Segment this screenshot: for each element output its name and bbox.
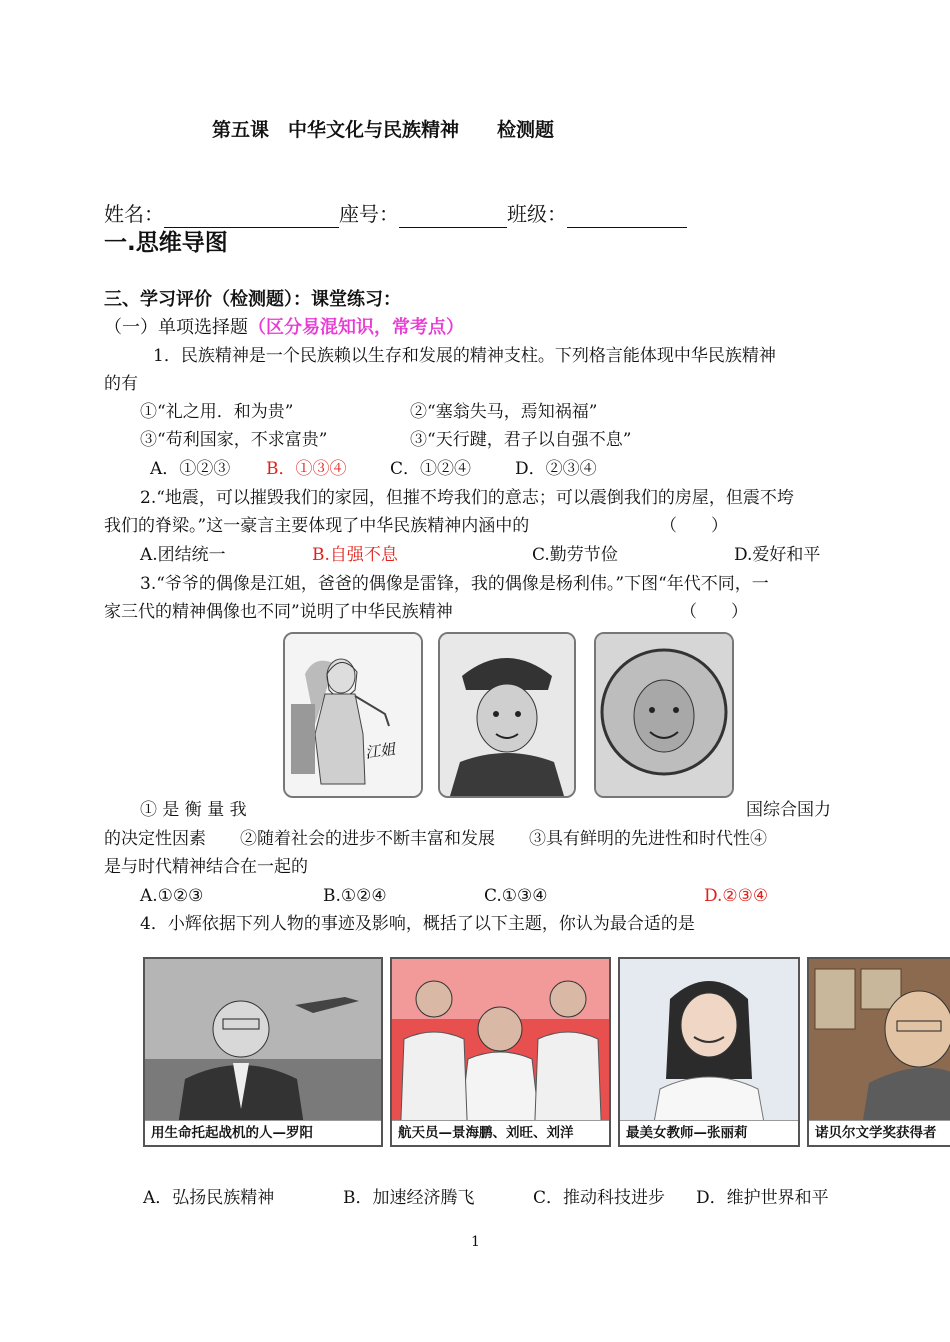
q1-item-1: ①“礼之用．和为贵” xyxy=(140,402,294,422)
photo-mo-yan xyxy=(807,957,950,1147)
q2-answer-paren: （ ） xyxy=(660,516,728,536)
q1-stem-line1: 1．民族精神是一个民族赖以生存和发展的精神支柱。下列格言能体现中华民族精神 xyxy=(153,346,776,366)
q3-choice-line1-right: 国综合国力 xyxy=(746,800,831,820)
q4-caption-4: 诺贝尔文学奖获得者 xyxy=(809,1120,950,1145)
q2-option-d[interactable]: D.爱好和平 xyxy=(734,545,821,565)
lei-feng-portrait-icon xyxy=(440,634,574,796)
q3-option-a[interactable]: A.①②③ xyxy=(140,886,204,906)
q2-stem-line2: 我们的脊梁。”这一豪言主要体现了中华民族精神内涵中的 xyxy=(104,516,530,536)
q1-item-3: ③“苟利国家，不求富贵” xyxy=(140,430,328,450)
student-info xyxy=(104,200,687,228)
q4-option-c[interactable]: C．推动科技进步 xyxy=(533,1188,666,1208)
q3-answer-paren: （ ） xyxy=(680,602,748,622)
q3-option-c[interactable]: C.①③④ xyxy=(484,886,548,906)
seat-field[interactable] xyxy=(399,205,507,228)
name-label: 姓名： xyxy=(104,202,164,226)
seat-label: 座号： xyxy=(339,202,399,226)
subsection-note: （区分易混知识，常考点） xyxy=(248,317,464,338)
page-number: 1 xyxy=(471,1234,480,1250)
q2-stem-line1: 2.“地震，可以摧毁我们的家园，但摧不垮我们的意志；可以震倒我们的房屋，但震不垮 xyxy=(140,488,794,508)
jiang-jie-caption: 江姐 xyxy=(363,739,397,762)
photo-lei-feng xyxy=(438,632,576,798)
astronauts-icon xyxy=(392,959,609,1145)
q1-item-4: ③“天行踺，君子以自强不息” xyxy=(410,430,632,450)
q1-item-2: ②“塞翁失马，焉知祸福” xyxy=(410,402,598,422)
class-field[interactable] xyxy=(567,205,687,228)
photo-zhang-lili xyxy=(618,957,800,1147)
photo-yang-liwei xyxy=(594,632,734,798)
q2-option-a[interactable]: A.团结统一 xyxy=(140,545,226,565)
page-title: 第五课 中华文化与民族精神 检测题 xyxy=(212,119,555,141)
q3-choice-line3: 是与时代精神结合在一起的 xyxy=(104,857,308,877)
q4-stem: 4．小辉依据下列人物的事迹及影响，概括了以下主题，你认为最合适的是 xyxy=(140,914,695,934)
q3-choice-line2: 的决定性因素 ②随着社会的进步不断丰富和发展 ③具有鲜明的先进性和时代性④ xyxy=(104,829,767,849)
zhang-lili-portrait-icon xyxy=(620,959,798,1145)
luo-yang-carrier-icon xyxy=(145,959,381,1145)
q1-option-a[interactable]: A．①②③ xyxy=(150,459,231,479)
q3-option-b[interactable]: B.①②④ xyxy=(323,886,387,906)
yang-liwei-astronaut-icon xyxy=(596,634,732,796)
q4-option-a[interactable]: A．弘扬民族精神 xyxy=(143,1188,275,1208)
name-field[interactable] xyxy=(164,205,339,228)
q4-caption-1: 用生命托起战机的人—罗阳 xyxy=(145,1120,381,1145)
q1-stem-line2: 的有 xyxy=(104,374,138,394)
section-mindmap-heading: 一.思维导图 xyxy=(104,230,228,256)
q1-option-d[interactable]: D．②③④ xyxy=(515,459,597,479)
q3-stem-line2: 家三代的精神偶像也不同”说明了中华民族精神 xyxy=(104,602,453,622)
q2-option-c[interactable]: C.勤劳节俭 xyxy=(532,545,618,565)
q1-option-b[interactable]: B．①③④ xyxy=(266,459,347,479)
q4-option-d[interactable]: D．维护世界和平 xyxy=(696,1188,829,1208)
mo-yan-portrait-icon xyxy=(809,959,950,1145)
q1-option-c[interactable]: C．①②④ xyxy=(390,459,472,479)
q4-option-b[interactable]: B．加速经济腾飞 xyxy=(343,1188,475,1208)
q3-stem-line1: 3.“爷爷的偶像是江姐，爸爸的偶像是雷锋，我的偶像是杨利伟。”下图“年代不同，一 xyxy=(140,574,769,594)
photo-jiang-jie xyxy=(283,632,423,798)
class-label: 班级： xyxy=(507,202,567,226)
q4-caption-2: 航天员—景海鹏、刘旺、刘洋 xyxy=(392,1120,609,1145)
jiang-jie-sketch-icon xyxy=(285,634,421,796)
q3-choice-line1-left: ① 是 衡 量 我 xyxy=(140,800,247,820)
q3-option-d[interactable]: D.②③④ xyxy=(704,886,769,906)
subsection-label: （一）单项选择题 xyxy=(104,317,248,338)
q4-caption-3: 最美女教师—张丽莉 xyxy=(620,1120,798,1145)
section-eval-heading: 三、学习评价（检测题）：课堂练习： xyxy=(104,289,401,310)
subsection-heading xyxy=(104,316,464,340)
photo-astronauts xyxy=(390,957,611,1147)
q2-option-b[interactable]: B.自强不息 xyxy=(312,545,398,565)
photo-luo-yang xyxy=(143,957,383,1147)
